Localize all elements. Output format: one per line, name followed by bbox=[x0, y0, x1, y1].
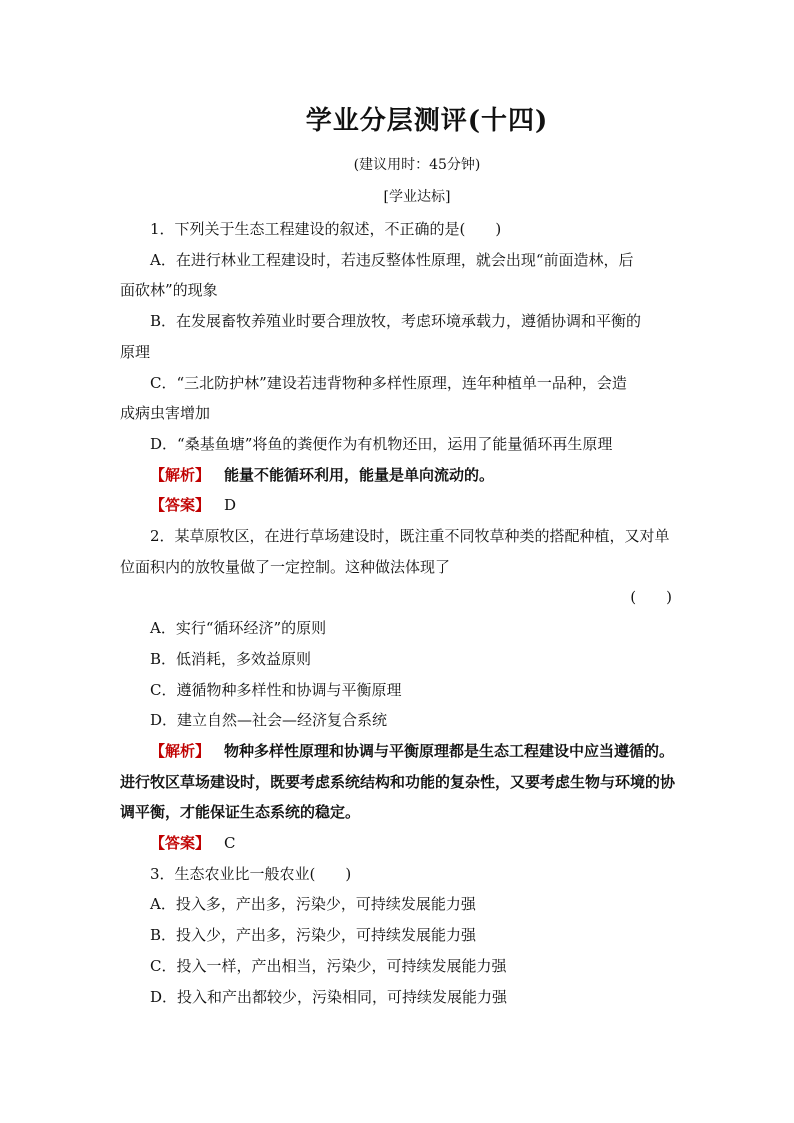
analysis-text: 能量不能循环利用，能量是单向流动的。 bbox=[224, 465, 495, 484]
q3-option-b: B．投入少，产出多，污染少，可持续发展能力强 bbox=[150, 926, 477, 945]
answer-tag: 【答案】 bbox=[150, 496, 211, 515]
q1-stem: 1．下列关于生态工程建设的叙述，不正确的是( ) bbox=[150, 220, 502, 238]
q2-answer-paren: ( ) bbox=[630, 588, 672, 607]
answer-value: C bbox=[224, 834, 236, 853]
q3-option-d: D．投入和产出都较少，污染相同，可持续发展能力强 bbox=[150, 987, 508, 1006]
q1-option-d: D．“桑基鱼塘”将鱼的粪便作为有机物还田，运用了能量循环再生原理 bbox=[150, 434, 613, 453]
analysis-tag: 【解析】 bbox=[150, 741, 211, 760]
q1-option-a-line1: A．在进行林业工程建设时，若违反整体性原理，就会出现“前面造林，后 bbox=[150, 250, 634, 269]
q2-option-a: A．实行“循环经济”的原则 bbox=[150, 619, 327, 638]
q3-option-c: C．投入一样，产出相当，污染少，可持续发展能力强 bbox=[150, 956, 507, 975]
q1-option-a-line2: 面砍林”的现象 bbox=[120, 281, 218, 300]
answer-tag: 【答案】 bbox=[150, 834, 211, 853]
page-title: 学业分层测评(十四) bbox=[305, 106, 549, 136]
q1-option-b-line2: 原理 bbox=[120, 342, 151, 361]
section-heading: [学业达标] bbox=[383, 189, 451, 205]
q2-option-c: C．遵循物种多样性和协调与平衡原理 bbox=[150, 680, 402, 699]
q2-analysis bbox=[120, 736, 676, 828]
q3-option-a: A．投入多，产出多，污染少，可持续发展能力强 bbox=[150, 895, 476, 914]
q1-option-b-line1: B．在发展畜牧养殖业时要合理放牧，考虑环境承载力，遵循协调和平衡的 bbox=[150, 312, 642, 331]
analysis-text: 物种多样性原理和协调与平衡原理都是生态工程建设中应当遵循的。进行牧区草场建设时，既要考虑系统结构和功能的复杂性，又要考虑生物与环境的协调平衡，才能保证生态系统的稳定。 bbox=[120, 741, 676, 822]
q2-answer bbox=[120, 828, 676, 859]
q2-stem: 2．某草原牧区，在进行草场建设时，既注重不同牧草种类的搭配种植，又对单位面积内的放牧量做了一定控制。这种做法体现了 bbox=[120, 527, 670, 576]
q2-option-b: B．低消耗，多效益原则 bbox=[150, 649, 312, 668]
answer-value: D bbox=[224, 496, 237, 515]
q1-option-c-line1: C．“三北防护林”建设若违背物种多样性原理，连年种植单一品种，会造 bbox=[150, 373, 627, 392]
q1-answer bbox=[120, 490, 676, 521]
time-note: (建议用时：45分钟) bbox=[353, 157, 481, 173]
q3-stem: 3．生态农业比一般农业( ) bbox=[150, 864, 352, 883]
q1-option-c-line2: 成病虫害增加 bbox=[120, 404, 211, 423]
q2-option-d: D．建立自然—社会—经济复合系统 bbox=[150, 711, 388, 730]
q1-analysis bbox=[120, 460, 676, 491]
question-list bbox=[120, 214, 676, 1012]
analysis-tag: 【解析】 bbox=[150, 465, 211, 484]
